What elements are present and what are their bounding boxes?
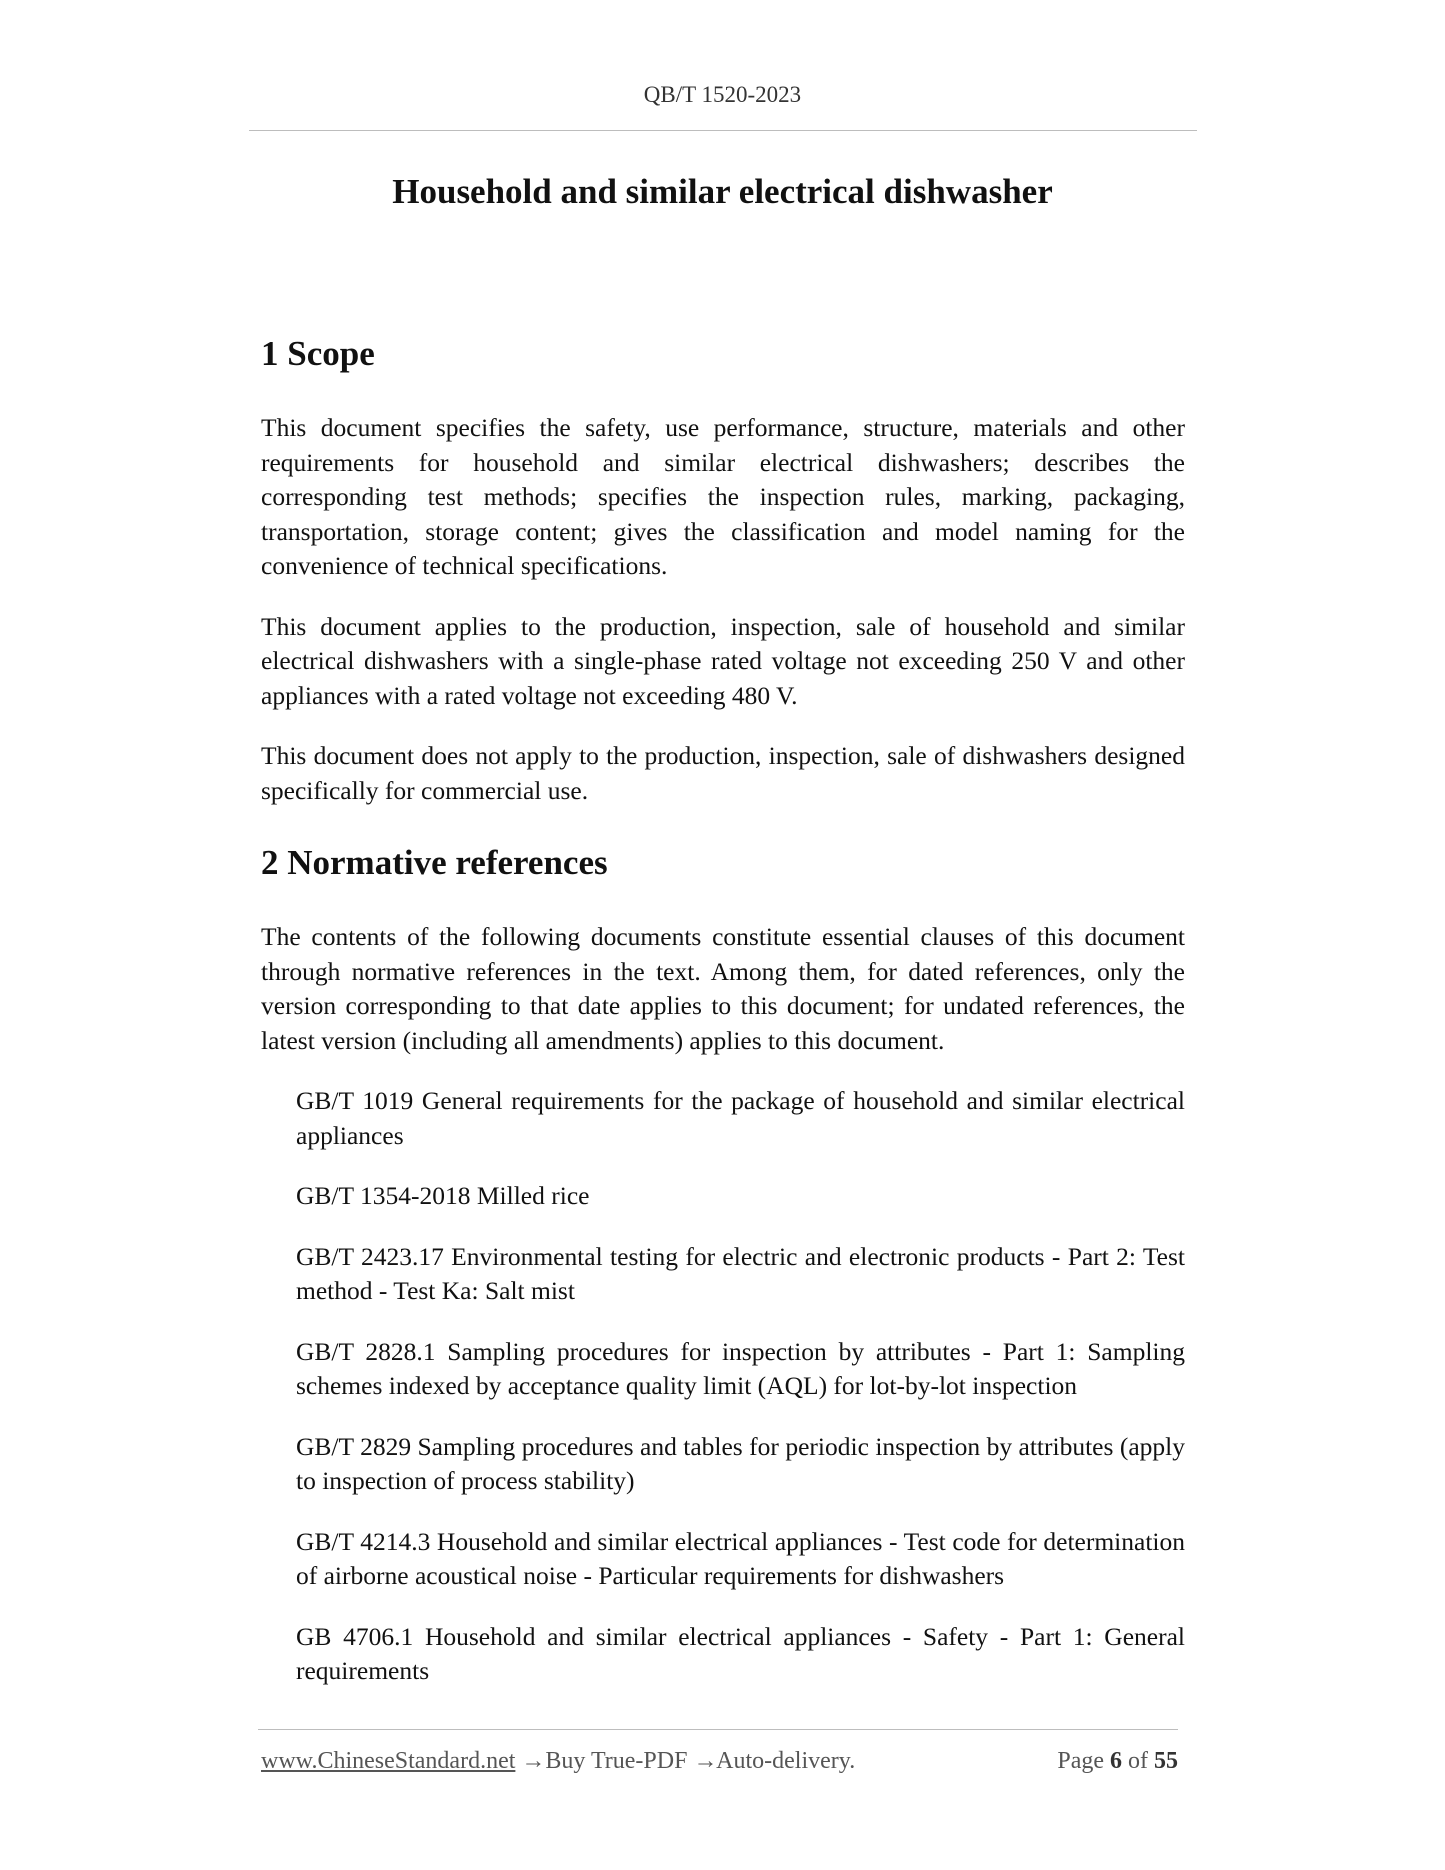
- page-total: 55: [1154, 1748, 1178, 1774]
- footer-promo: [261, 1748, 855, 1775]
- reference-item: GB/T 4214.3 Household and similar electrical appliances - Test code for determination of airborne acoustical noise - Particular requirements for dishwashers: [296, 1526, 1185, 1590]
- reference-item: GB/T 2423.17 Environmental testing for electric and electronic products - Part 2: Test method - Test Ka: Salt mist: [296, 1241, 1185, 1305]
- header-doc-code: QB/T 1520-2023: [643, 82, 802, 107]
- footer-divider: [258, 1729, 1178, 1730]
- document-body: [261, 333, 1185, 1715]
- section-heading-normative-references: 2 Normative references: [261, 843, 608, 882]
- page-current: 6: [1110, 1748, 1122, 1774]
- page-of-label: of: [1128, 1748, 1148, 1774]
- reference-item: GB/T 2829 Sampling procedures and tables for periodic inspection by attributes (apply to inspection of process stability): [296, 1431, 1185, 1495]
- scope-paragraph: This document applies to the production, inspection, sale of household and similar electrical dishwashers with a single-phase rated voltage not exceeding 250 V and other appliances with a rated voltage not exceeding 480 V.: [261, 611, 1185, 710]
- reference-item: GB/T 1354-2018 Milled rice: [296, 1181, 590, 1210]
- scope-paragraph: This document specifies the safety, use performance, structure, materials and other requirements for household and similar electrical dishwashers; describes the corresponding test methods; specifies the inspection rules, marking, packaging, transportation, storage content; gives the classification and model naming for the convenience of technical specifications.: [261, 413, 1185, 580]
- reference-item: GB/T 1019 General requirements for the package of household and similar electrical appliances: [296, 1086, 1185, 1150]
- section-heading-scope: 1 Scope: [261, 334, 375, 373]
- references-intro-paragraph: The contents of the following documents constitute essential clauses of this document through normative references in the text. Among them, for dated references, only the version corresponding to that date applies to this document; for undated references, the latest version (including all amendments) applies to this document.: [261, 922, 1185, 1055]
- auto-delivery-text: Auto-delivery.: [716, 1748, 856, 1774]
- buy-true-pdf-text: Buy True-PDF: [545, 1748, 688, 1774]
- reference-item: GB/T 2828.1 Sampling procedures for inspection by attributes - Part 1: Sampling schemes indexed by acceptance quality limit (AQL) for lot-by-lot inspection: [296, 1336, 1185, 1400]
- scope-paragraph: This document does not apply to the production, inspection, sale of dishwashers designed specifically for commercial use.: [261, 741, 1185, 805]
- reference-item: GB 4706.1 Household and similar electrical appliances - Safety - Part 1: General requirements: [296, 1621, 1185, 1685]
- arrow-right-icon: →: [693, 1748, 718, 1774]
- page-indicator: [1057, 1748, 1178, 1775]
- page-label: Page: [1057, 1748, 1104, 1774]
- arrow-right-icon: →: [521, 1748, 546, 1774]
- site-link[interactable]: www.ChineseStandard.net: [261, 1748, 516, 1774]
- header-divider: [249, 130, 1197, 131]
- document-title: Household and similar electrical dishwasher: [392, 172, 1053, 211]
